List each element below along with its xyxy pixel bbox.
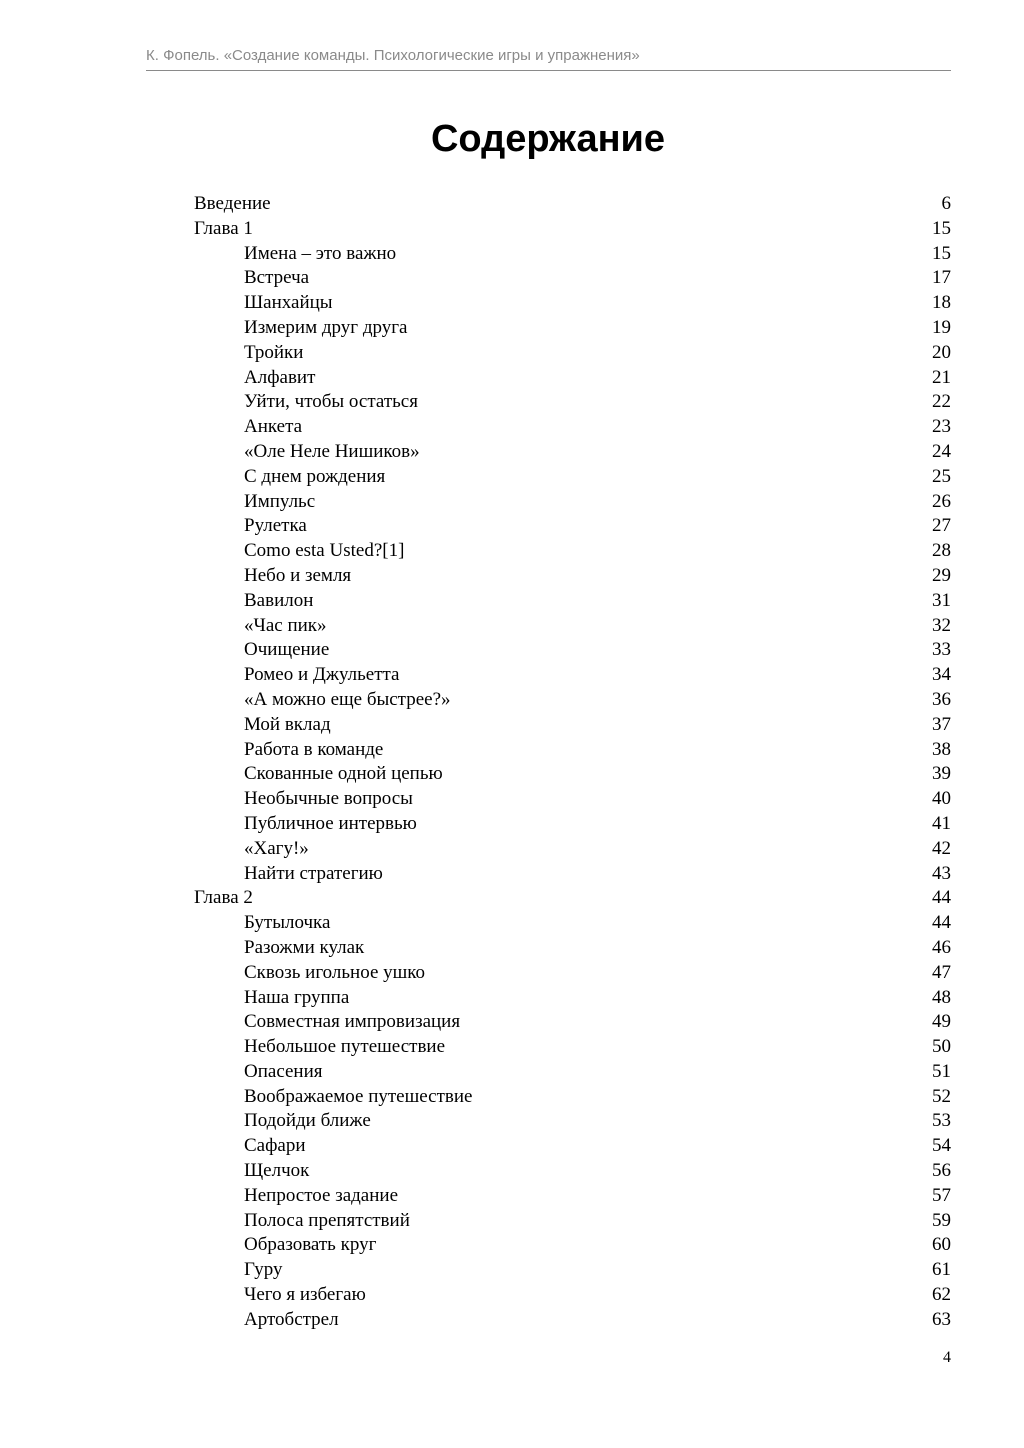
toc-entry-title: Артобстрел	[244, 1308, 339, 1330]
toc-entry-page: 62	[932, 1284, 951, 1306]
toc-entry-page: 49	[932, 1011, 951, 1033]
toc-entry-page: 19	[932, 316, 951, 338]
toc-entry[interactable]	[194, 1060, 951, 1085]
toc-entry-page: 54	[932, 1135, 951, 1157]
toc-chapter-entry[interactable]	[194, 192, 951, 217]
toc-entry[interactable]	[194, 390, 951, 415]
toc-entry[interactable]	[194, 1085, 951, 1110]
toc-entry-page: 25	[932, 465, 951, 487]
toc-entry-page: 57	[932, 1184, 951, 1206]
toc-entry[interactable]	[194, 1184, 951, 1209]
toc-entry-page: 20	[932, 341, 951, 363]
toc-entry-page: 47	[932, 961, 951, 983]
toc-entry-title: Ромео и Джульетта	[244, 664, 400, 686]
toc-entry-title: Чего я избегаю	[244, 1284, 366, 1306]
toc-entry-title: Встреча	[244, 267, 310, 289]
toc-entry[interactable]	[194, 1308, 951, 1333]
toc-entry-title: Найти стратегию	[244, 862, 383, 884]
toc-entry-title: Опасения	[244, 1060, 323, 1082]
toc-entry-title: Скованные одной цепью	[244, 763, 443, 785]
toc-entry[interactable]	[194, 564, 951, 589]
toc-entry-title: С днем рождения	[244, 465, 386, 487]
toc-entry-title: Воображаемое путешествие	[244, 1085, 473, 1107]
toc-entry-title: Щелчок	[244, 1160, 310, 1182]
toc-entry-page: 22	[932, 391, 951, 413]
toc-entry[interactable]	[194, 837, 951, 862]
toc-entry-page: 38	[932, 738, 951, 760]
toc-entry-title: Образовать круг	[244, 1234, 377, 1256]
toc-entry-page: 27	[932, 515, 951, 537]
toc-entry-page: 41	[932, 812, 951, 834]
toc-entry-page: 31	[932, 589, 951, 611]
toc-entry-title: Шанхайцы	[244, 292, 333, 314]
page-title: Содержание	[430, 118, 666, 160]
toc-entry-title: Сквозь игольное ушко	[244, 961, 426, 983]
toc-entry-page: 26	[932, 490, 951, 512]
toc-entry-title: Имена – это важно	[244, 242, 397, 264]
toc-entry-title: Небо и земля	[244, 564, 352, 586]
toc-entry[interactable]	[194, 1035, 951, 1060]
toc-entry[interactable]	[194, 1010, 951, 1035]
toc-entry-page: 29	[932, 564, 951, 586]
toc-entry-title: Глава 1	[194, 217, 253, 239]
toc-entry-page: 61	[932, 1259, 951, 1281]
toc-entry[interactable]	[194, 1159, 951, 1184]
toc-entry-title: Мой вклад	[244, 713, 331, 735]
toc-entry-title: Разожми кулак	[244, 936, 365, 958]
toc-entry-title: Como esta Usted?[1]	[244, 540, 405, 562]
toc-entry-page: 42	[932, 837, 951, 859]
toc-entry-title: Публичное интервью	[244, 812, 417, 834]
toc-entry-page: 56	[932, 1160, 951, 1182]
toc-entry-page: 50	[932, 1036, 951, 1058]
toc-entry[interactable]	[194, 440, 951, 465]
toc-chapter-entry[interactable]	[194, 217, 951, 242]
toc-entry-title: «Час пик»	[244, 614, 327, 636]
toc-entry-page: 60	[932, 1234, 951, 1256]
toc-entry-title: Подойди ближе	[244, 1110, 371, 1132]
toc-entry-page: 17	[932, 267, 951, 289]
toc-entry[interactable]	[194, 614, 951, 639]
toc-entry-title: Совместная импровизация	[244, 1011, 461, 1033]
toc-entry-page: 44	[932, 887, 951, 909]
toc-entry-page: 37	[932, 713, 951, 735]
toc-entry-title: «Оле Неле Нишиков»	[244, 440, 420, 462]
toc-entry[interactable]	[194, 316, 951, 341]
toc-entry-title: Уйти, чтобы остаться	[244, 391, 418, 413]
toc-entry[interactable]	[194, 1283, 951, 1308]
toc-entry-page: 44	[932, 912, 951, 934]
table-of-contents	[194, 192, 951, 1333]
toc-entry-page: 59	[932, 1209, 951, 1231]
toc-entry[interactable]	[194, 539, 951, 564]
toc-entry[interactable]	[194, 366, 951, 391]
toc-entry[interactable]	[194, 787, 951, 812]
toc-entry[interactable]	[194, 812, 951, 837]
toc-entry[interactable]	[194, 936, 951, 961]
toc-entry[interactable]	[194, 663, 951, 688]
toc-entry[interactable]	[194, 589, 951, 614]
toc-entry-page: 28	[932, 540, 951, 562]
toc-entry-title: «А можно еще быстрее?»	[244, 688, 451, 710]
toc-entry[interactable]	[194, 1109, 951, 1134]
toc-entry-title: Очищение	[244, 639, 330, 661]
toc-entry-title: Алфавит	[244, 366, 316, 388]
toc-entry-title: Тройки	[244, 341, 304, 363]
toc-entry[interactable]	[194, 961, 951, 986]
toc-entry-page: 6	[941, 193, 951, 214]
toc-entry-page: 52	[932, 1085, 951, 1107]
toc-entry-page: 15	[932, 217, 951, 239]
running-header: К. Фопель. «Создание команды. Психологические игры и упражнения»	[146, 47, 951, 71]
toc-entry-title: Импульс	[244, 490, 316, 512]
toc-entry-page: 46	[932, 936, 951, 958]
toc-entry-page: 15	[932, 242, 951, 264]
toc-entry-title: Бутылочка	[244, 912, 331, 934]
toc-entry[interactable]	[194, 1258, 951, 1283]
toc-entry[interactable]	[194, 762, 951, 787]
toc-entry-page: 43	[932, 862, 951, 884]
toc-entry-page: 34	[932, 664, 951, 686]
toc-entry[interactable]	[194, 514, 951, 539]
toc-entry-title: Анкета	[244, 416, 303, 438]
toc-entry-page: 51	[932, 1060, 951, 1082]
toc-entry-page: 53	[932, 1110, 951, 1132]
toc-entry-page: 48	[932, 986, 951, 1008]
toc-entry-page: 63	[932, 1308, 951, 1330]
toc-entry-page: 39	[932, 763, 951, 785]
toc-entry[interactable]	[194, 1233, 951, 1258]
toc-entry[interactable]	[194, 713, 951, 738]
page-number: 4	[943, 1349, 951, 1366]
toc-entry[interactable]	[194, 291, 951, 316]
toc-entry-page: 24	[932, 440, 951, 462]
toc-entry[interactable]	[194, 862, 951, 887]
toc-entry-title: Непростое задание	[244, 1184, 399, 1206]
toc-entry-title: «Хагу!»	[244, 837, 309, 859]
toc-entry-page: 40	[932, 788, 951, 810]
toc-entry-page: 33	[932, 639, 951, 661]
toc-entry-title: Работа в команде	[244, 738, 384, 760]
toc-entry[interactable]	[194, 415, 951, 440]
toc-entry-title: Вавилон	[244, 589, 314, 611]
toc-entry-title: Введение	[194, 193, 271, 214]
toc-entry-page: 18	[932, 292, 951, 314]
toc-entry-title: Измерим друг друга	[244, 316, 408, 338]
toc-entry[interactable]	[194, 638, 951, 663]
toc-entry[interactable]	[194, 242, 951, 267]
toc-entry-title: Полоса препятствий	[244, 1209, 410, 1231]
toc-entry-page: 36	[932, 688, 951, 710]
toc-entry[interactable]	[194, 465, 951, 490]
toc-entry[interactable]	[194, 341, 951, 366]
toc-entry-title: Гуру	[244, 1259, 283, 1281]
toc-entry[interactable]	[194, 986, 951, 1011]
toc-entry-title: Рулетка	[244, 515, 307, 537]
toc-entry-title: Наша группа	[244, 986, 350, 1008]
toc-entry[interactable]	[194, 911, 951, 936]
toc-entry-title: Небольшое путешествие	[244, 1036, 446, 1058]
toc-entry[interactable]	[194, 266, 951, 291]
toc-entry-page: 23	[932, 416, 951, 438]
toc-entry-page: 21	[932, 366, 951, 388]
toc-entry-title: Глава 2	[194, 887, 253, 909]
toc-entry[interactable]	[194, 1134, 951, 1159]
toc-entry[interactable]	[194, 1209, 951, 1234]
toc-entry-title: Сафари	[244, 1135, 306, 1157]
toc-entry[interactable]	[194, 688, 951, 713]
toc-entry[interactable]	[194, 490, 951, 515]
toc-chapter-entry[interactable]	[194, 886, 951, 911]
toc-entry[interactable]	[194, 738, 951, 763]
toc-entry-title: Необычные вопросы	[244, 788, 413, 810]
toc-entry-page: 32	[932, 614, 951, 636]
